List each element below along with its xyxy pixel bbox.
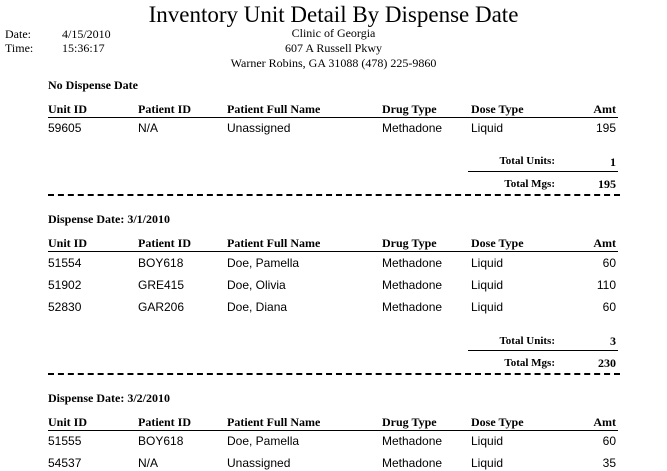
cell-amt: 60 — [602, 434, 616, 448]
col-header-drug-type: Drug Type — [382, 102, 437, 116]
cell-unit-id: 51902 — [48, 278, 82, 292]
group-separator — [48, 373, 620, 375]
header-rule — [48, 117, 618, 118]
col-header-patient-name: Patient Full Name — [227, 415, 321, 429]
total-units-value: 3 — [610, 334, 616, 348]
total-mgs-label: Total Mgs: — [504, 178, 555, 190]
cell-drug-type: Methadone — [382, 456, 443, 470]
cell-patient-id: N/A — [138, 456, 159, 470]
total-rule — [468, 171, 618, 172]
col-header-patient-id: Patient ID — [138, 236, 191, 250]
total-units-label: Total Units: — [499, 335, 555, 347]
col-header-drug-type: Drug Type — [382, 415, 437, 429]
col-header-amt: Amt — [593, 236, 616, 250]
cell-patient-name: Unassigned — [227, 121, 291, 135]
cell-drug-type: Methadone — [382, 434, 443, 448]
cell-unit-id: 52830 — [48, 300, 82, 314]
time-value: 15:36:17 — [62, 41, 105, 55]
cell-unit-id: 51554 — [48, 256, 82, 270]
time-label: Time: — [5, 41, 34, 55]
col-header-patient-name: Patient Full Name — [227, 236, 321, 250]
cell-unit-id: 51555 — [48, 434, 82, 448]
cell-dose-type: Liquid — [471, 456, 504, 470]
col-header-dose-type: Dose Type — [471, 102, 524, 116]
col-header-drug-type: Drug Type — [382, 236, 437, 250]
date-value: 4/15/2010 — [62, 27, 111, 41]
group-separator — [48, 194, 620, 196]
clinic-city-phone: Warner Robins, GA 31088 (478) 225-9860 — [230, 56, 437, 70]
cell-amt: 195 — [595, 121, 616, 135]
col-header-patient-id: Patient ID — [138, 102, 191, 116]
cell-patient-name: Doe, Olivia — [227, 278, 286, 292]
header-rule — [48, 430, 618, 431]
cell-amt: 60 — [602, 300, 616, 314]
cell-patient-id: GAR206 — [138, 300, 185, 314]
cell-dose-type: Liquid — [471, 278, 504, 292]
total-mgs-value: 230 — [598, 356, 616, 370]
cell-patient-name: Doe, Pamella — [227, 256, 300, 270]
group-title: Dispense Date: 3/1/2010 — [48, 212, 170, 226]
col-header-dose-type: Dose Type — [471, 415, 524, 429]
cell-amt: 35 — [602, 456, 616, 470]
cell-dose-type: Liquid — [471, 121, 504, 135]
cell-patient-id: BOY618 — [138, 434, 184, 448]
report-title: Inventory Unit Detail By Dispense Date — [148, 2, 519, 27]
total-rule — [468, 350, 618, 351]
col-header-unit-id: Unit ID — [48, 415, 88, 429]
cell-dose-type: Liquid — [471, 256, 504, 270]
cell-patient-id: GRE415 — [138, 278, 185, 292]
cell-dose-type: Liquid — [471, 434, 504, 448]
cell-amt: 110 — [596, 278, 616, 292]
header-rule — [48, 251, 618, 252]
group-title: Dispense Date: 3/2/2010 — [48, 391, 170, 405]
total-units-label: Total Units: — [499, 155, 555, 167]
cell-patient-id: N/A — [138, 121, 159, 135]
total-mgs-label: Total Mgs: — [504, 357, 555, 369]
clinic-address: 607 A Russell Pkwy — [284, 41, 383, 55]
cell-patient-name: Doe, Diana — [227, 300, 288, 314]
col-header-amt: Amt — [593, 415, 616, 429]
cell-patient-id: BOY618 — [138, 256, 184, 270]
cell-unit-id: 59605 — [48, 121, 82, 135]
total-units-value: 1 — [610, 155, 616, 169]
cell-patient-name: Unassigned — [227, 456, 291, 470]
cell-unit-id: 54537 — [48, 456, 82, 470]
date-label: Date: — [5, 27, 31, 41]
col-header-dose-type: Dose Type — [471, 236, 524, 250]
cell-drug-type: Methadone — [382, 300, 443, 314]
col-header-patient-id: Patient ID — [138, 415, 191, 429]
col-header-unit-id: Unit ID — [48, 236, 88, 250]
clinic-name: Clinic of Georgia — [291, 26, 376, 40]
cell-patient-name: Doe, Pamella — [227, 434, 300, 448]
col-header-amt: Amt — [593, 102, 616, 116]
total-mgs-value: 195 — [598, 177, 616, 191]
cell-drug-type: Methadone — [382, 256, 443, 270]
col-header-patient-name: Patient Full Name — [227, 102, 321, 116]
cell-amt: 60 — [602, 256, 616, 270]
cell-drug-type: Methadone — [382, 278, 443, 292]
cell-drug-type: Methadone — [382, 121, 443, 135]
cell-dose-type: Liquid — [471, 300, 504, 314]
col-header-unit-id: Unit ID — [48, 102, 88, 116]
group-title: No Dispense Date — [48, 78, 138, 92]
